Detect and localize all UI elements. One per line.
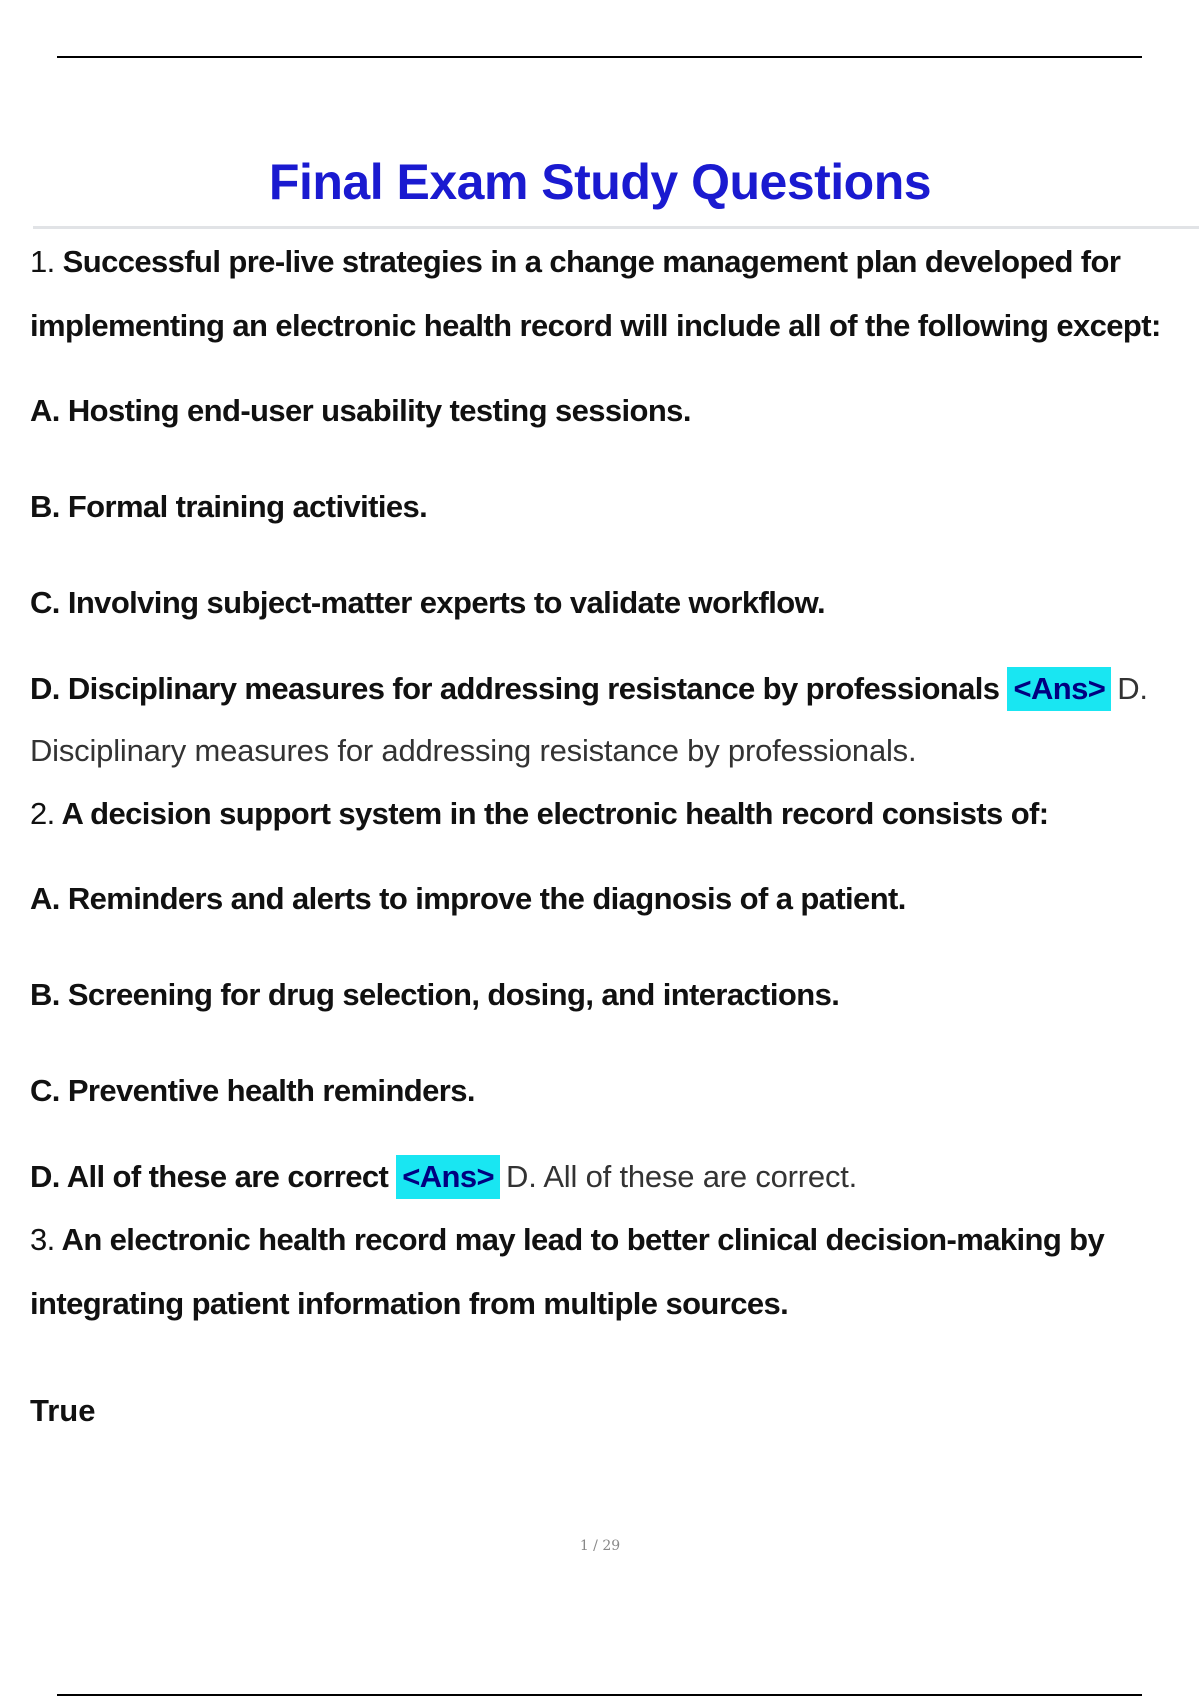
question-list: [30, 230, 1180, 1432]
option-letter: A.: [30, 881, 60, 916]
title-divider: [33, 226, 1199, 229]
question-number: 1.: [30, 244, 55, 279]
question-number: 2.: [30, 796, 55, 831]
option-text: Formal training activities.: [67, 489, 428, 524]
option-b: [30, 486, 1180, 528]
answer-badge: <Ans>: [1007, 667, 1111, 711]
question-text: An electronic health record may lead to better clinical decision-making by integrating patient information from multiple sources.: [30, 1222, 1105, 1321]
option-letter: C.: [30, 1073, 60, 1108]
option-text: Involving subject-matter experts to validate workflow.: [67, 585, 825, 620]
question-text: Successful pre-live strategies in a change management plan developed for implementing an electronic health record will include all of the following except:: [30, 244, 1161, 343]
option-a: [30, 878, 1180, 920]
question-stem: [30, 782, 1180, 846]
document-title: Final Exam Study Questions: [268, 153, 932, 210]
option-c: [30, 582, 1180, 624]
option-text: Screening for drug selection, dosing, and interactions.: [67, 977, 840, 1012]
question-3: [30, 1208, 1180, 1432]
option-text: Reminders and alerts to improve the diagnosis of a patient.: [67, 881, 906, 916]
question-1: [30, 230, 1180, 782]
option-d: [30, 1146, 1180, 1208]
option-letter: A.: [30, 393, 60, 428]
option-letter: B.: [30, 977, 60, 1012]
page-number: 1 / 29: [579, 1538, 621, 1554]
question-text: A decision support system in the electronic health record consists of:: [61, 796, 1049, 831]
answer-badge: <Ans>: [396, 1155, 500, 1199]
option-text: All of these are correct: [66, 1159, 389, 1194]
question-stem: [30, 1208, 1180, 1336]
question-stem: [30, 230, 1180, 358]
option-d: [30, 658, 1180, 782]
option-c: [30, 1070, 1180, 1112]
answer-text: True: [30, 1393, 96, 1428]
option-text: Preventive health reminders.: [67, 1073, 475, 1108]
question-2: [30, 782, 1180, 1208]
option-letter: B.: [30, 489, 60, 524]
answer-text: D. All of these are correct.: [506, 1159, 858, 1194]
option-b: [30, 974, 1180, 1016]
option-text: Hosting end-user usability testing sessions.: [67, 393, 691, 428]
option-letter: C.: [30, 585, 60, 620]
answer-text: D. Disciplinary measures for addressing resistance by professionals.: [30, 671, 1148, 768]
question-number: 3.: [30, 1222, 55, 1257]
option-text: Disciplinary measures for addressing resistance by professionals: [67, 671, 1000, 706]
top-page-rule: [57, 56, 1142, 58]
option-letter: D.: [30, 1159, 60, 1194]
option-a: [30, 390, 1180, 432]
option-letter: D.: [30, 671, 60, 706]
bottom-page-rule: [57, 1694, 1142, 1696]
